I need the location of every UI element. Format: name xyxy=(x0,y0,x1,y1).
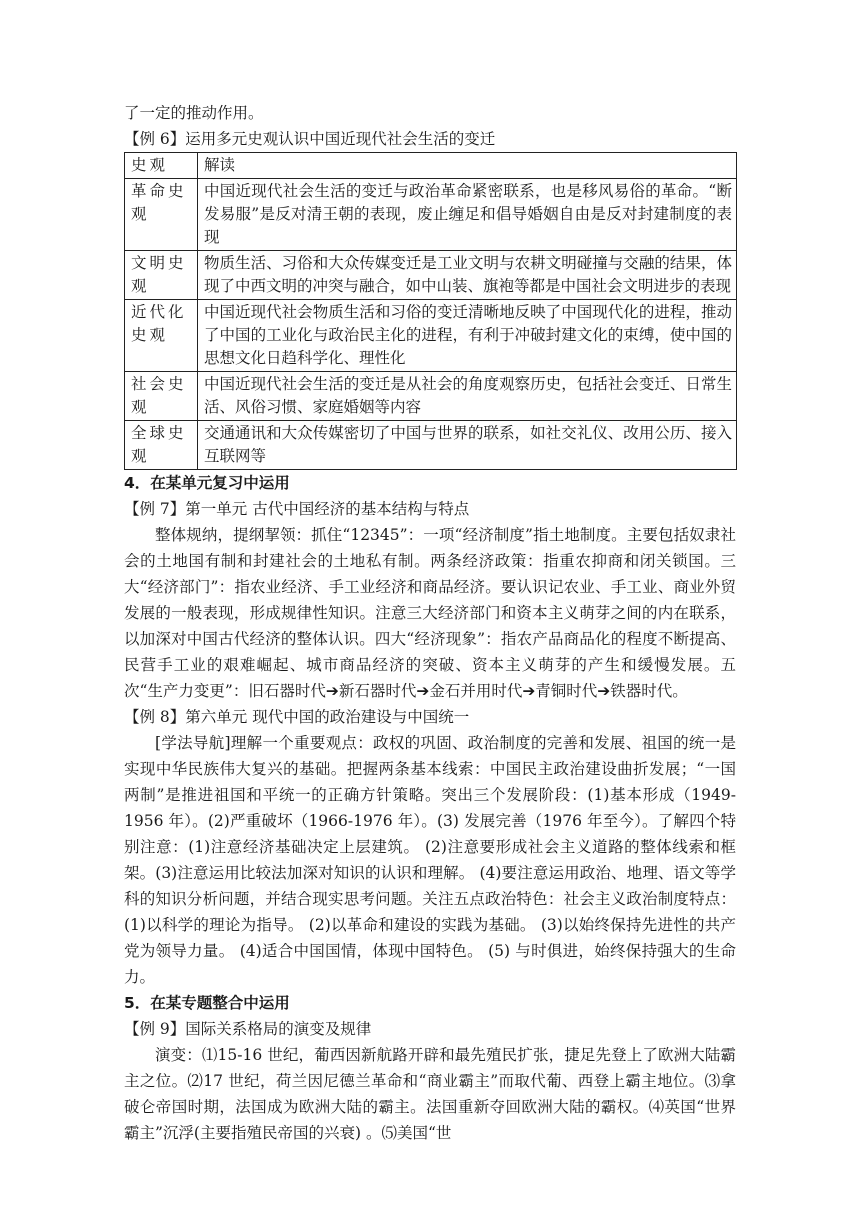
view-name-cell: 近代化史观 xyxy=(125,300,198,372)
interpretation-cell: 中国近现代社会生活的变迁与政治革命紧密联系，也是移风易俗的革命。“断发易服”是反对清王朝的表现，废止缠足和倡导婚姻自由是反对封建制度的表现 xyxy=(198,179,737,251)
view-name-cell: 革命史观 xyxy=(125,179,198,251)
view-name-cell: 全球史观 xyxy=(125,421,198,470)
interpretation-cell: 交通通讯和大众传媒密切了中国与世界的联系，如社交礼仪、改用公历、接入互联网等 xyxy=(198,421,737,470)
table-row xyxy=(125,300,737,372)
example7-title: 【例 7】第一单元 古代中国经济的基本结构与特点 xyxy=(124,500,470,518)
header-cell-view: 史观 xyxy=(125,153,198,179)
intro-line: 了一定的推动作用。 xyxy=(124,104,264,122)
example8-title: 【例 8】第六单元 现代中国的政治建设与中国统一 xyxy=(124,708,470,726)
view-name-cell: 社会史观 xyxy=(125,372,198,421)
table-row xyxy=(125,251,737,300)
table-row xyxy=(125,421,737,470)
example9-body: 演变：⑴15-16 世纪，葡西因新航路开辟和最先殖民扩张，捷足先登上了欧洲大陆霸主之位。⑵17 世纪，荷兰因尼德兰革命和“商业霸主”而取代葡、西登上霸主地位。⑶拿破仑帝国时期，法国成为欧洲大陆的霸主。法国重新夺回欧洲大陆的霸权。⑷英国“世界霸主”沉浮(主要指殖民帝国的兴衰) 。⑸美国“世 xyxy=(124,1046,736,1142)
header-cell-interpretation: 解读 xyxy=(198,153,737,179)
table-header-row xyxy=(125,153,737,179)
table-row xyxy=(125,179,737,251)
interpretation-cell: 中国近现代社会物质生活和习俗的变迁清晰地反映了中国现代化的进程，推动了中国的工业化与政治民主化的进程，有利于冲破封建文化的束缚，使中国的思想文化日趋科学化、理性化 xyxy=(198,300,737,372)
section4-heading: 4．在某单元复习中运用 xyxy=(124,474,290,492)
section5-heading: 5．在某专题整合中运用 xyxy=(124,994,290,1012)
view-name-cell: 文明史观 xyxy=(125,251,198,300)
interpretation-cell: 中国近现代社会生活的变迁是从社会的角度观察历史，包括社会变迁、日常生活、风俗习惯、家庭婚姻等内容 xyxy=(198,372,737,421)
table-row xyxy=(125,372,737,421)
example7-body: 整体规纳，提纲挈领：抓住“12345”：一项“经济制度”指土地制度。主要包括奴隶社会的土地国有制和封建社会的土地私有制。两条经济政策：指重农抑商和闭关锁国。三大“经济部门”：指农业经济、手工业经济和商品经济。要认识记农业、手工业、商业外贸发展的一般表现，形成规律性知识。注意三大经济部门和资本主义萌芽之间的内在联系，以加深对中国古代经济的整体认识。四大“经济现象”：指农产品商品化的程度不断提高、民营手工业的艰难崛起、城市商品经济的突破、资本主义萌芽的产生和缓慢发展。五次“生产力变更”：旧石器时代➔新石器时代➔金石并用时代➔青铜时代➔铁器时代。 xyxy=(124,526,736,700)
interpretation-cell: 物质生活、习俗和大众传媒变迁是工业文明与农耕文明碰撞与交融的结果，体现了中西文明的冲突与融合，如中山装、旗袍等都是中国社会文明进步的表现 xyxy=(198,251,737,300)
example9-title: 【例 9】国际关系格局的演变及规律 xyxy=(124,1020,372,1038)
example6-title: 【例 6】运用多元史观认识中国近现代社会生活的变迁 xyxy=(124,130,496,148)
example8-body: [学法导航]理解一个重要观点：政权的巩固、政治制度的完善和发展、祖国的统一是实现中华民族伟大复兴的基础。把握两条基本线索：中国民主政治建设曲折发展；“一国两制”是推进祖国和平统一的正确方针策略。突出三个发展阶段：(1)基本形成（1949-1956 年）。(2)严重破坏（1966-1976 年）。(3) 发展完善（1976 年至今）。了解四个特别注意：(1)注意经济基础决定上层建筑。 (2)注意要形成社会主义道路的整体线索和框架。(3)注意运用比较法加深对知识的认识和理解。 (4)要注意运用政治、地理、语文等学科的知识分析问题，并结合现实思考问题。关注五点政治特色：社会主义政治制度特点：(1)以科学的理论为指导。 (2)以革命和建设的实践为基础。 (3)以始终保持先进性的共产党为领导力量。 (4)适合中国国情，体现中国特色。 (5) 与时俱进，始终保持强大的生命力。 xyxy=(124,734,736,986)
history-views-table xyxy=(124,152,737,470)
